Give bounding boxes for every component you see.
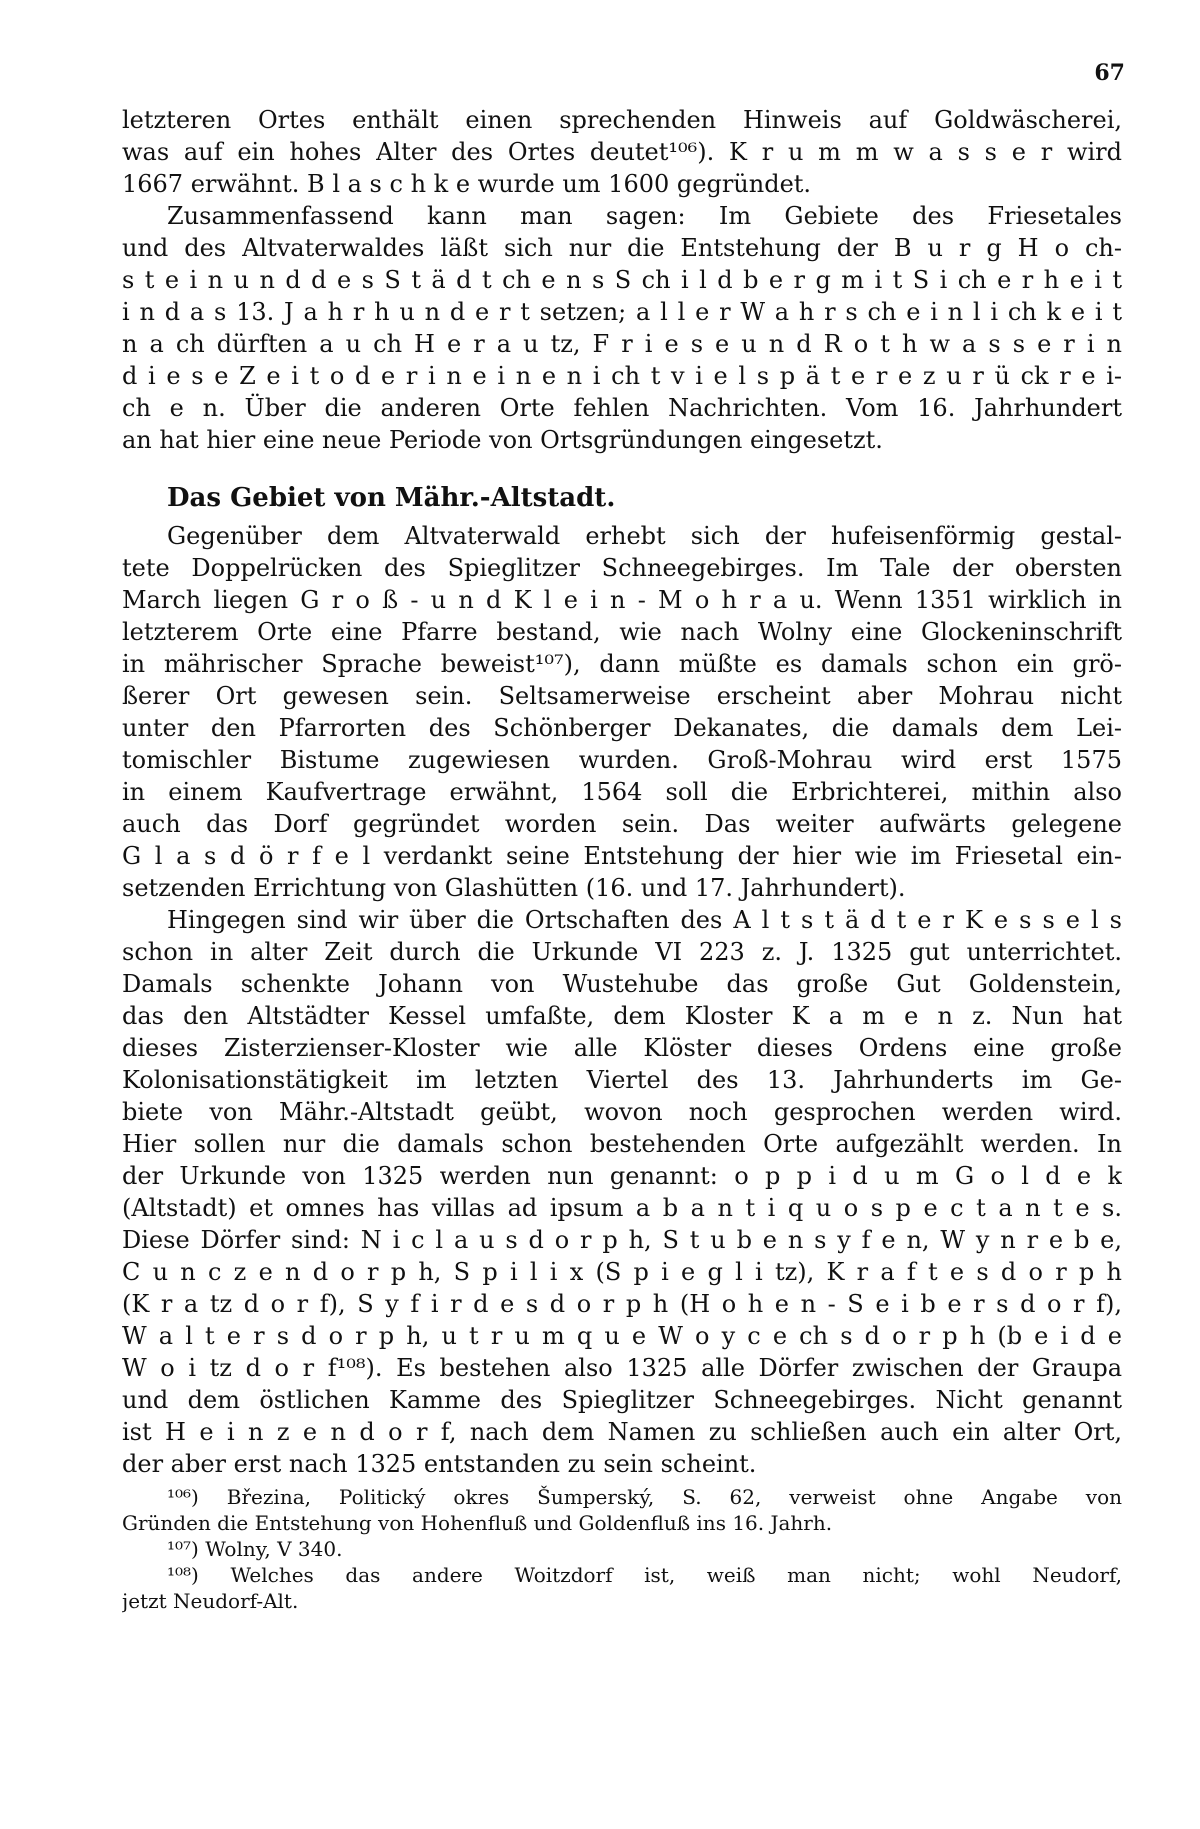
text-line: G l a s d ö r f e l verdankt seine Entstehung der hier wie im Friesetal ein-: [122, 842, 1122, 870]
text-line: unter den Pfarrorten des Schönberger Dekanates, die damals dem Lei-: [122, 714, 1122, 742]
text-line: setzenden Errichtung von Glashütten (16. und 17. Jahrhundert).: [122, 874, 906, 902]
text-line: Gegenüber dem Altvaterwald erhebt sich der hufeisenförmig gestal-: [167, 522, 1122, 550]
paragraph-4: [122, 904, 1122, 1480]
footnotes: [122, 1484, 1122, 1614]
paragraph-3: [122, 520, 1122, 904]
text-line: Damals schenkte Johann von Wustehube das große Gut Goldenstein,: [122, 970, 1122, 998]
text-line: biete von Mähr.-Altstadt geübt, wovon noch gesprochen werden wird.: [122, 1098, 1122, 1126]
text-line: d i e s e Z e i t o d e r i n e i n e n i ch t v i e l s p ä t e r e z u r ü ck r e i-: [122, 362, 1122, 390]
text-line: W a l t e r s d o r p h, u t r u m q u e W o y c e ch s d o r p h (b e i d e: [122, 1322, 1122, 1350]
section-heading: Das Gebiet von Mähr.-Altstadt.: [167, 483, 616, 513]
text-line: der aber erst nach 1325 entstanden zu sein scheint.: [122, 1450, 757, 1478]
text-line: n a ch dürften a u ch H e r a u tz, F r i e s e u n d R o t h w a s s e r i n: [122, 330, 1122, 358]
text-line: 1667 erwähnt. B l a s c h k e wurde um 1600 gegründet.: [122, 170, 812, 198]
text-line: was auf ein hohes Alter des Ortes deutet¹⁰⁶). K r u m m w a s s e r wird: [122, 138, 1122, 166]
text-line: in einem Kaufvertrage erwähnt, 1564 soll die Erbrichterei, mithin also: [122, 778, 1122, 806]
text-line: schon in alter Zeit durch die Urkunde VI 223 z. J. 1325 gut unterrichtet.: [122, 938, 1122, 966]
text-line: tete Doppelrücken des Spieglitzer Schneegebirges. Im Tale der obersten: [122, 554, 1122, 582]
footnote-line: ¹⁰⁸) Welches das andere Woitzdorf ist, weiß man nicht; wohl Neudorf,: [167, 1563, 1122, 1587]
text-line: s t e i n u n d d e s S t ä d t ch e n s S ch i l d b e r g m i t S i ch e r h e i t: [122, 266, 1122, 294]
text-line: auch das Dorf gegründet worden sein. Das weiter aufwärts gelegene: [122, 810, 1122, 838]
text-line: Kolonisationstätigkeit im letzten Viertel des 13. Jahrhunderts im Ge-: [122, 1066, 1122, 1094]
text-line: in mährischer Sprache beweist¹⁰⁷), dann müßte es damals schon ein grö-: [122, 650, 1122, 678]
text-line: an hat hier eine neue Periode von Ortsgründungen eingesetzt.: [122, 426, 883, 454]
text-line: i n d a s 13. J a h r h u n d e r t setzen; a l l e r W a h r s ch e i n l i ch k e i t: [122, 298, 1122, 326]
text-line: W o i tz d o r f¹⁰⁸). Es bestehen also 1325 alle Dörfer zwischen der Graupa: [122, 1354, 1122, 1382]
text-line: Diese Dörfer sind: N i c l a u s d o r p h, S t u b e n s y f e n, W y n r e b e,: [122, 1226, 1122, 1254]
text-line: das den Altstädter Kessel umfaßte, dem Kloster K a m e n z. Nun hat: [122, 1002, 1122, 1030]
text-line: dieses Zisterzienser-Kloster wie alle Klöster dieses Ordens eine große: [122, 1034, 1122, 1062]
text-line: (Altstadt) et omnes has villas ad ipsum a b a n t i q u o s p e c t a n t e s.: [122, 1194, 1122, 1222]
footnote-line: Gründen die Entstehung von Hohenfluß und Goldenfluß ins 16. Jahrh.: [122, 1511, 833, 1535]
text-line: letzteren Ortes enthält einen sprechenden Hinweis auf Goldwäscherei,: [122, 106, 1122, 134]
footnote-108: [122, 1562, 1122, 1614]
text-line: March liegen G r o ß - u n d K l e i n - M o h r a u. Wenn 1351 wirklich in: [122, 586, 1122, 614]
footnote-line: ¹⁰⁶) Březina, Politický okres Šumperský, S. 62, verweist ohne Angabe von: [167, 1485, 1122, 1509]
footnote-line: ¹⁰⁷) Wolny, V 340.: [167, 1537, 343, 1561]
text-line: ist H e i n z e n d o r f, nach dem Namen zu schließen auch ein alter Ort,: [122, 1418, 1122, 1446]
text-line: Hingegen sind wir über die Ortschaften des A l t s t ä d t e r K e s s e l s: [167, 906, 1122, 934]
text-line: letzterem Orte eine Pfarre bestand, wie nach Wolny eine Glockeninschrift: [122, 618, 1122, 646]
paragraph-1: [122, 104, 1122, 200]
text-line: Hier sollen nur die damals schon bestehenden Orte aufgezählt werden. In: [122, 1130, 1122, 1158]
page-number: 67: [1094, 60, 1125, 86]
text-line: ch e n. Über die anderen Orte fehlen Nachrichten. Vom 16. Jahrhundert: [122, 394, 1122, 422]
text-line: ßerer Ort gewesen sein. Seltsamerweise erscheint aber Mohrau nicht: [122, 682, 1122, 710]
text-line: tomischler Bistume zugewiesen wurden. Groß-Mohrau wird erst 1575: [122, 746, 1122, 774]
text-line: (K r a tz d o r f), S y f i r d e s d o r p h (H o h e n - S e i b e r s d o r f),: [122, 1290, 1122, 1318]
footnote-106: [122, 1484, 1122, 1536]
footnote-107: [122, 1536, 1122, 1562]
text-line: und des Altvaterwaldes läßt sich nur die Entstehung der B u r g H o ch-: [122, 234, 1122, 262]
text-line: und dem östlichen Kamme des Spieglitzer Schneegebirges. Nicht genannt: [122, 1386, 1122, 1414]
footnote-line: jetzt Neudorf-Alt.: [122, 1589, 299, 1613]
body-text: [122, 104, 1122, 1614]
text-line: C u n c z e n d o r p h, S p i l i x (S p i e g l i tz), K r a f t e s d o r p h: [122, 1258, 1122, 1286]
paragraph-2: [122, 200, 1122, 456]
text-line: der Urkunde von 1325 werden nun genannt: o p p i d u m G o l d e k: [122, 1162, 1122, 1190]
text-line: Zusammenfassend kann man sagen: Im Gebiete des Friesetales: [167, 202, 1122, 230]
